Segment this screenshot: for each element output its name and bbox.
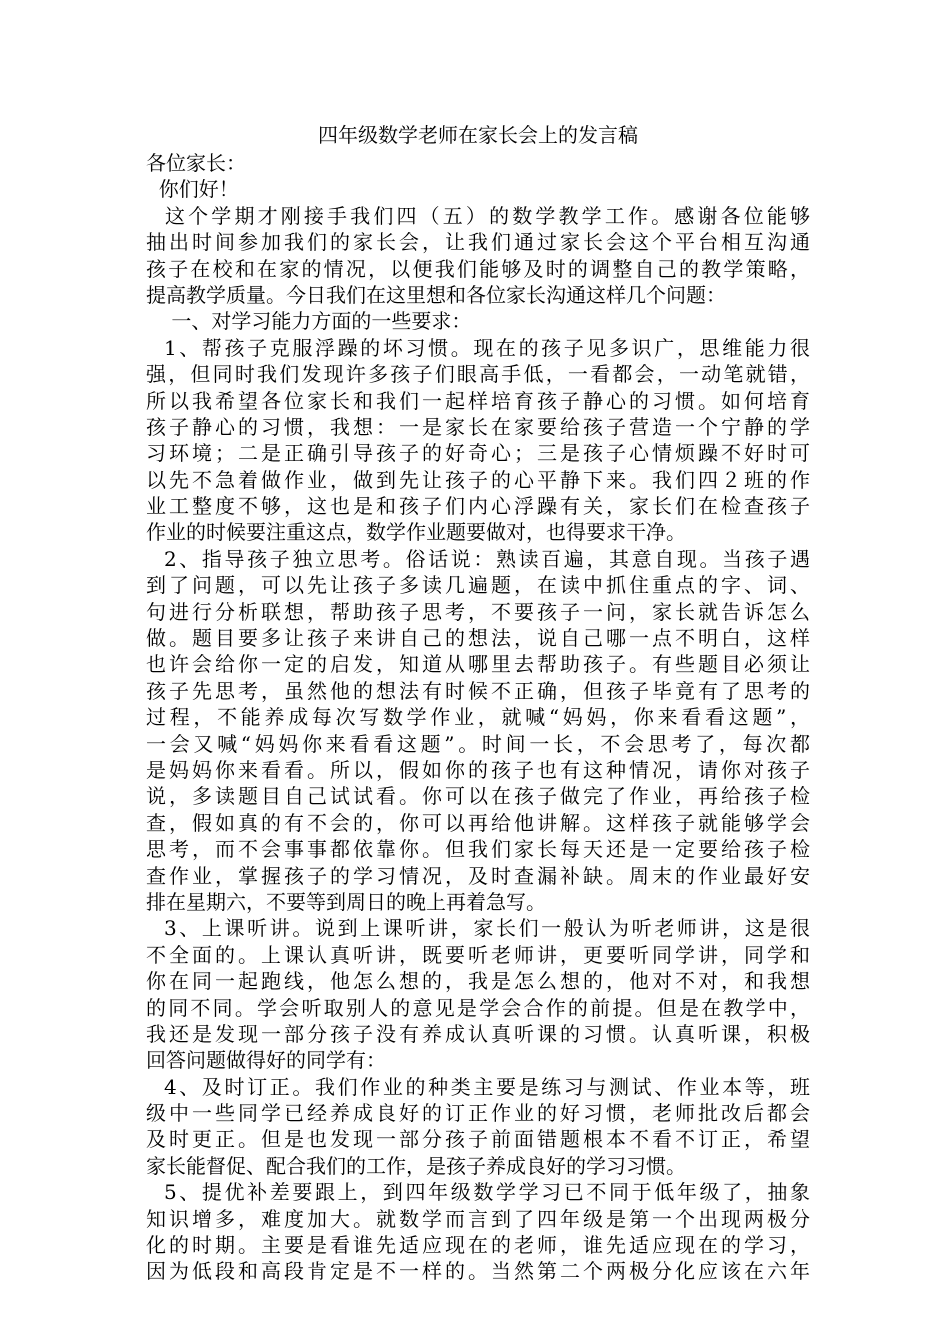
text-line: 查，假如真的有不会的，你可以再给他讲解。这样孩子就能够学会 [146, 810, 810, 835]
text-line: 也许会给你一定的启发，知道从哪里去帮助孩子。有些题目必须让 [146, 652, 810, 677]
text-line: 3、上课听讲。说到上课听讲，家长们一般认为听老师讲，这是很 [146, 916, 810, 941]
text-line: 的同不同。学会听取别人的意见是学会合作的前提。但是在教学中， [146, 995, 810, 1020]
text-line: 2、指导孩子独立思考。俗话说：熟读百遍，其意自现。当孩子遇 [146, 546, 810, 571]
text-line: 是妈妈你来看看。所以，假如你的孩子也有这种情况，请你对孩子 [146, 757, 810, 782]
text-line: 思考，而不会事事都依靠你。但我们家长每天还是一定要给孩子检 [146, 837, 810, 862]
text-line: 1、帮孩子克服浮躁的坏习惯。现在的孩子见多识广，思维能力很 [146, 335, 810, 360]
text-line: 不全面的。上课认真听讲，既要听老师讲，更要听同学讲，同学和 [146, 942, 810, 967]
document-title: 四年级数学老师在家长会上的发言稿 [318, 123, 638, 147]
text-line: 这个学期才刚接手我们四（五）的数学教学工作。感谢各位能够 [146, 203, 810, 228]
text-line: 知识增多，难度加大。就数学而言到了四年级是第一个出现两极分 [146, 1206, 810, 1231]
text-line: 做。题目要多让孩子来讲自己的想法，说自己哪一点不明白，这样 [146, 626, 810, 651]
text-line: 回答问题做得好的同学有： [146, 1048, 386, 1073]
text-line: 强，但同时我们发现许多孩子们眼高手低，一看都会，一动笔就错， [146, 362, 810, 387]
text-line: 我还是发现一部分孩子没有养成认真听课的习惯。认真听课，积极 [146, 1021, 810, 1046]
text-line: 你在同一起跑线，他怎么想的，我是怎么想的，他对不对，和我想 [146, 969, 810, 994]
text-line: 化的时期。主要是看谁先适应现在的老师，谁先适应现在的学习， [146, 1233, 810, 1258]
text-line: 家长能督促、配合我们的工作，是孩子养成良好的学习习惯。 [146, 1153, 686, 1178]
text-line: 以先不急着做作业，做到先让孩子的心平静下来。我们四２班的作 [146, 467, 810, 492]
text-line: 级中一些同学已经养成良好的订正作业的好习惯，老师批改后都会 [146, 1101, 810, 1126]
text-line: 因为低段和高段肯定是不一样的。当然第二个两极分化应该在六年 [146, 1259, 810, 1284]
text-line: 说，多读题目自己试试看。你可以在孩子做完了作业，再给孩子检 [146, 784, 810, 809]
text-line: 各位家长： [146, 151, 246, 175]
text-line: 一、对学习能力方面的一些要求： [146, 309, 472, 334]
document-body [146, 150, 810, 1285]
text-line: 一会又喊“妈妈你来看看这题”。时间一长，不会思考了，每次都 [146, 731, 810, 756]
text-line: 5、提优补差要跟上，到四年级数学学习已不同于低年级了，抽象 [146, 1180, 810, 1205]
text-line: 及时更正。但是也发现一部分孩子前面错题根本不看不订正，希望 [146, 1127, 810, 1152]
text-line: 查作业，掌握孩子的学习情况，及时查漏补缺。周末的作业最好安 [146, 863, 810, 888]
text-line: 排在星期六，不要等到周日的晚上再着急写。 [146, 889, 546, 914]
text-line: 孩子先思考，虽然他的想法有时候不正确，但孩子毕竟有了思考的 [146, 678, 810, 703]
text-line: 孩子静心的习惯，我想：一是家长在家要给孩子营造一个宁静的学 [146, 414, 810, 439]
text-line: 过程，不能养成每次写数学作业，就喊“妈妈，你来看看这题”， [146, 705, 810, 730]
document-page [146, 120, 810, 1285]
text-line: 到了问题，可以先让孩子多读几遍题，在读中抓住重点的字、词、 [146, 573, 810, 598]
text-line: 4、及时订正。我们作业的种类主要是练习与测试、作业本等，班 [146, 1074, 810, 1099]
text-line: 作业的时候要注重这点，数学作业题要做对，也得要求干净。 [146, 520, 686, 545]
text-line: 句进行分析联想，帮助孩子思考，不要孩子一问，家长就告诉怎么 [146, 599, 810, 624]
text-line: 你们好！ [146, 177, 239, 202]
text-line: 抽出时间参加我们的家长会，让我们通过家长会这个平台相互沟通 [146, 230, 810, 255]
text-line: 习环境；二是正确引导孩子的好奇心；三是孩子心情烦躁不好时可 [146, 441, 810, 466]
text-line: 业工整度不够，这也是和孩子们内心浮躁有关，家长们在检查孩子 [146, 494, 810, 519]
text-line: 提高教学质量。今日我们在这里想和各位家长沟通这样几个问题： [146, 282, 726, 307]
text-line: 所以我希望各位家长和我们一起样培育孩子静心的习惯。如何培育 [146, 388, 810, 413]
text-line: 孩子在校和在家的情况，以便我们能够及时的调整自己的教学策略， [146, 256, 810, 281]
